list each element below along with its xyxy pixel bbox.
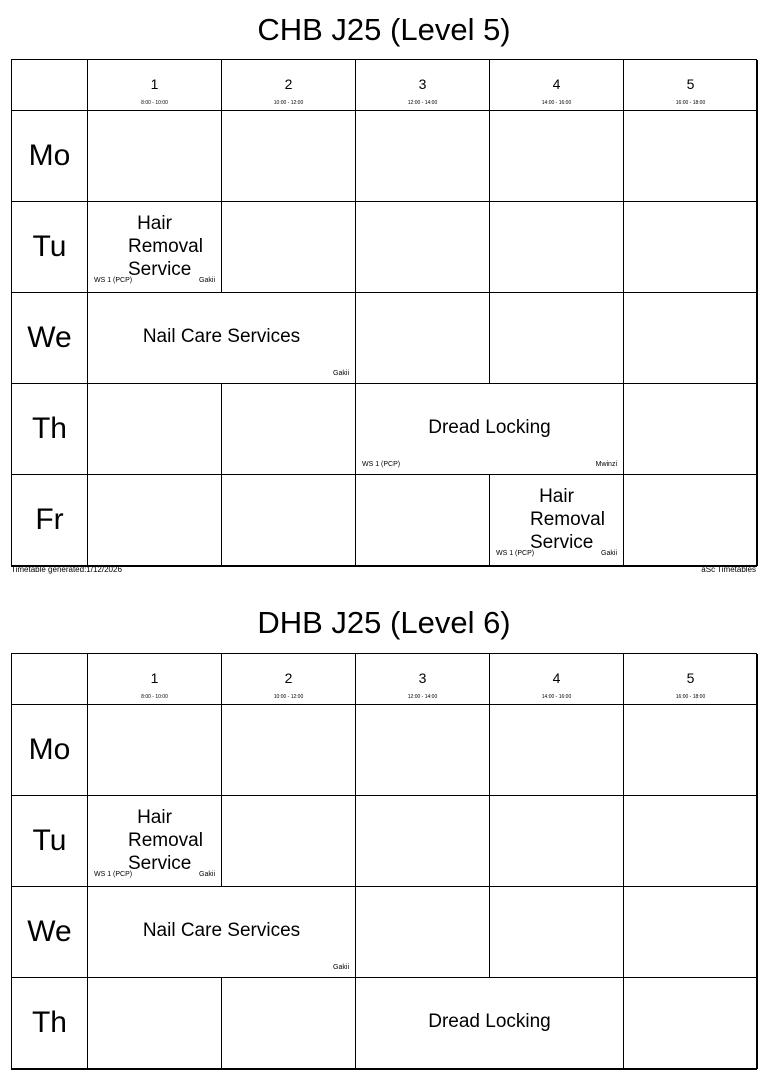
lesson-title: Hair Removal Service [530, 486, 605, 553]
empty-slot [222, 111, 356, 202]
period-header [222, 654, 356, 705]
timetable-title: CHB J25 (Level 5) [257, 12, 511, 47]
empty-slot [88, 111, 222, 202]
empty-slot [490, 705, 624, 796]
lesson-title: Dread Locking [428, 417, 551, 438]
lesson-room: WS 1 (PCP) [94, 277, 133, 284]
period-number: 3 [418, 670, 427, 686]
generated-footer: Timetable generated:1/12/2026 [11, 565, 122, 574]
period-time: 12:00 - 14:00 [407, 694, 438, 700]
empty-slot [624, 705, 758, 796]
empty-slot [88, 384, 222, 475]
period-number: 5 [686, 670, 695, 686]
empty-slot [356, 705, 490, 796]
period-header [624, 654, 758, 705]
empty-slot [490, 796, 624, 887]
day-label: Th [12, 978, 88, 1069]
period-time: 14:00 - 16:00 [541, 100, 572, 106]
lesson-teacher: Gakii [199, 871, 215, 878]
period-header [490, 654, 624, 705]
period-time: 10:00 - 12:00 [273, 694, 304, 700]
empty-slot [490, 202, 624, 293]
empty-slot [222, 705, 356, 796]
period-time: 8:00 - 10:00 [141, 100, 168, 106]
empty-slot [356, 293, 490, 384]
corner-cell [12, 60, 88, 111]
empty-slot [490, 887, 624, 978]
period-time: 14:00 - 16:00 [541, 694, 572, 700]
period-number: 5 [686, 76, 695, 92]
empty-slot [490, 293, 624, 384]
period-time: 8:00 - 10:00 [141, 694, 168, 700]
timetable-grid [11, 59, 757, 567]
period-header [222, 60, 356, 111]
day-label: Fr [12, 475, 88, 566]
empty-slot [222, 475, 356, 566]
lesson-title: Hair Removal Service [128, 807, 203, 874]
period-number: 2 [284, 76, 293, 92]
period-time: 16:00 - 18:00 [675, 100, 706, 106]
period-time: 12:00 - 14:00 [407, 100, 438, 106]
empty-slot [624, 796, 758, 887]
period-number: 1 [150, 670, 159, 686]
empty-slot [356, 796, 490, 887]
period-time: 10:00 - 12:00 [273, 100, 304, 106]
lesson-title: Dread Locking [428, 1011, 551, 1032]
lesson-teacher: Mwinzi [595, 461, 617, 468]
empty-slot [624, 384, 758, 475]
lesson-title: Nail Care Services [142, 920, 301, 941]
empty-slot [490, 111, 624, 202]
day-label: Mo [12, 111, 88, 202]
empty-slot [624, 202, 758, 293]
lesson-teacher: Gakii [333, 964, 349, 971]
period-header [624, 60, 758, 111]
empty-slot [222, 202, 356, 293]
corner-cell [12, 654, 88, 705]
period-number: 2 [284, 670, 293, 686]
empty-slot [222, 796, 356, 887]
lesson-teacher: Gakii [199, 277, 215, 284]
lesson-card [88, 887, 356, 978]
day-label: Mo [12, 705, 88, 796]
timetable-grid [11, 653, 757, 1070]
period-time: 16:00 - 18:00 [675, 694, 706, 700]
empty-slot [88, 705, 222, 796]
empty-slot [624, 111, 758, 202]
lesson-title: Hair Removal Service [128, 213, 203, 280]
lesson-card [88, 293, 356, 384]
period-number: 3 [418, 76, 427, 92]
period-header [490, 60, 624, 111]
empty-slot [356, 111, 490, 202]
lesson-card [88, 796, 222, 887]
day-label: Tu [12, 796, 88, 887]
lesson-card [356, 384, 624, 475]
empty-slot [356, 475, 490, 566]
day-label: We [12, 293, 88, 384]
period-number: 4 [552, 76, 561, 92]
empty-slot [222, 384, 356, 475]
empty-slot [624, 475, 758, 566]
empty-slot [356, 202, 490, 293]
empty-slot [624, 293, 758, 384]
day-label: We [12, 887, 88, 978]
day-label: Tu [12, 202, 88, 293]
software-footer: aSc Timetables [701, 565, 756, 574]
period-header [88, 60, 222, 111]
period-number: 1 [150, 76, 159, 92]
timetable-title: DHB J25 (Level 6) [257, 605, 511, 640]
empty-slot [356, 887, 490, 978]
lesson-teacher: Gakii [333, 370, 349, 377]
lesson-room: WS 1 (PCP) [496, 550, 535, 557]
empty-slot [88, 475, 222, 566]
empty-slot [624, 887, 758, 978]
lesson-card [88, 202, 222, 293]
lesson-teacher: Gakii [601, 550, 617, 557]
period-header [356, 654, 490, 705]
period-header [356, 60, 490, 111]
period-number: 4 [552, 670, 561, 686]
lesson-card [490, 475, 624, 566]
day-label: Th [12, 384, 88, 475]
lesson-room: WS 1 (PCP) [94, 871, 133, 878]
lesson-title: Nail Care Services [142, 326, 301, 347]
period-header [88, 654, 222, 705]
lesson-room: WS 1 (PCP) [362, 461, 401, 468]
